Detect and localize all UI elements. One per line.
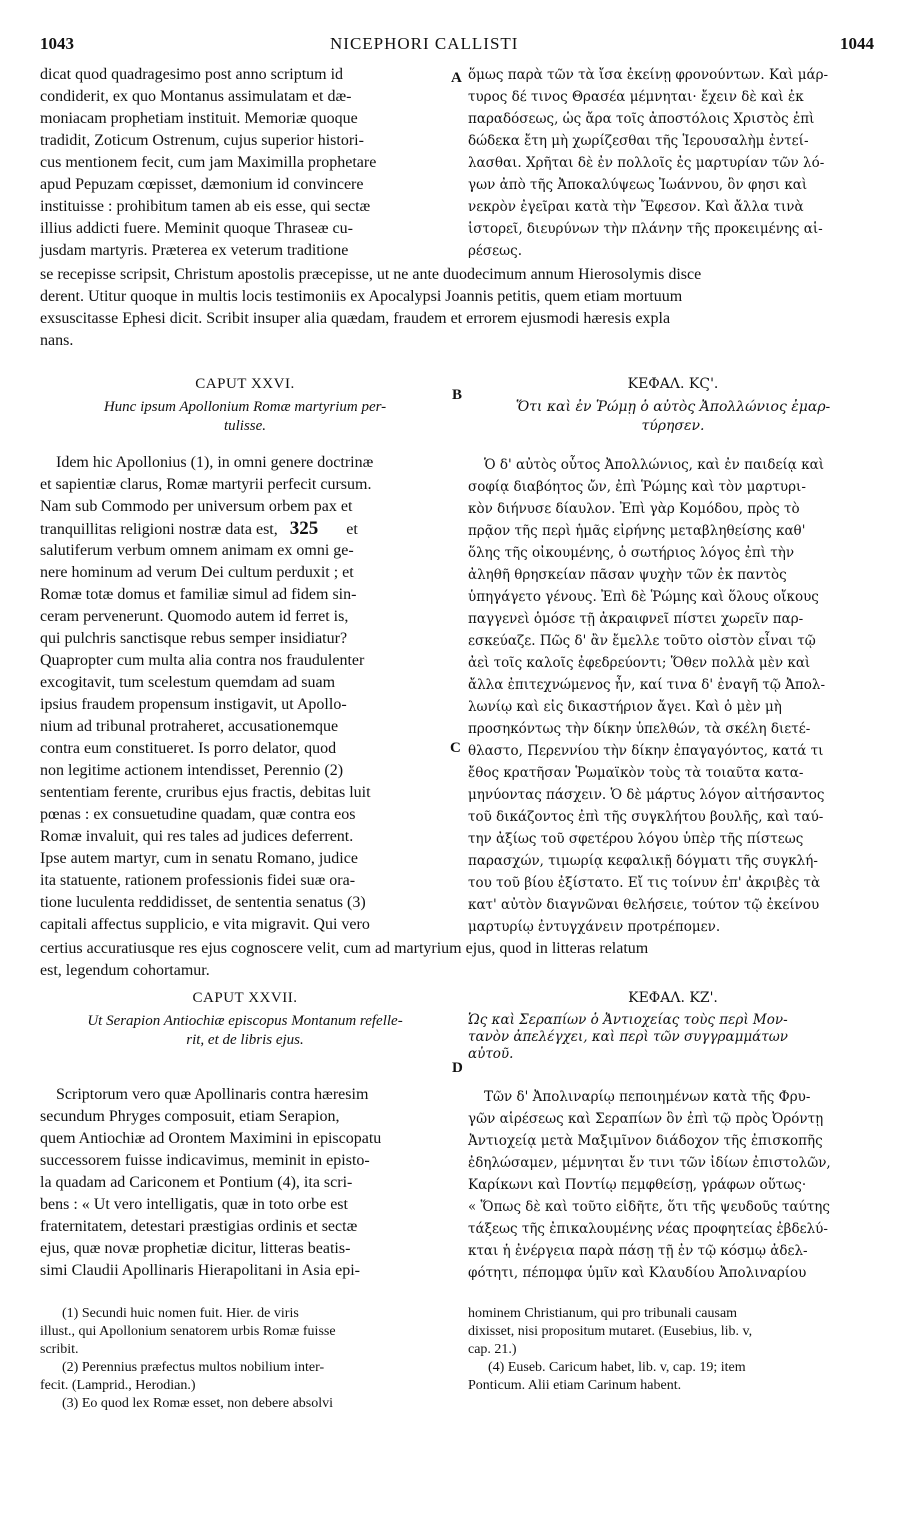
text-line: est, legendum cohortamur.	[40, 962, 210, 979]
text-line: Scriptorum vero quæ Apollinaris contra hæresim	[56, 1086, 369, 1103]
text-line: non legitime actionem intendisset, Perennio (2)	[40, 762, 344, 779]
text-line: Τῶν δ' Ἀπολιναρίῳ πεποιημένων κατὰ τῆς Φρυ-	[484, 1089, 811, 1105]
text-line: τοῦ δικάζοντος ἐπὶ τῆς συγκλήτου βουλῆς, καὶ ταύ-	[468, 809, 824, 825]
text-line: κὸν διήνυσε δίαυλον. Ἐπὶ γὰρ Κομόδου, πρὸς τὸ	[468, 501, 800, 517]
text-line: λασθαι. Χρῆται δὲ ἐν πολλοῖς ἐς μαρτυρίαν τῶν λό-	[468, 155, 825, 171]
text-line: Ipse autem martyr, cum in senatu Romano, judice	[40, 850, 358, 867]
text-line: μαρτυρίῳ ἐντυγχάνειν προτρέπομεν.	[468, 919, 721, 935]
text-fragment: et	[346, 521, 358, 538]
footnote-line: (2) Perennius præfectus multos nobilium inter-	[62, 1360, 325, 1375]
text-line: μηνύοντας πάσχειν. Ὁ δὲ μάρτυς λόγον αἰτήσαντος	[468, 787, 825, 803]
text-line: nium ad tribunal protraheret, accusationemque	[40, 718, 339, 735]
text-line: ita statuente, rationem professionis fidei suæ ora-	[40, 872, 356, 889]
text-line: ρέσεως.	[468, 243, 522, 259]
subtitle-line: τύρησεν.	[641, 418, 705, 434]
text-line: γων ἀπὸ τῆς Ἀποκαλύψεως Ἰωάννου, ὃν φησι καὶ	[468, 177, 808, 193]
latin-chapter-title: CAPUT XXVI.	[195, 376, 295, 392]
text-line: ἱστορεῖ, διευρύνων τὴν πλάνην τῆς προκειμένης αἱ-	[468, 221, 823, 237]
text-line: τυρος δέ τινος Θρασέα μέμνηται· ἔχειν δὲ καὶ ἐκ	[468, 89, 804, 105]
footnote-line: fecit. (Lamprid., Herodian.)	[40, 1378, 196, 1393]
text-line: ejus, quæ novæ prophetiæ dicitur, litteras beatis-	[40, 1240, 351, 1257]
text-line: κατ' αὐτὸν διαγνῶναι θελήσειε, τούτον τῷ ἐκείνου	[468, 897, 820, 913]
subtitle-line: Hunc ipsum Apollonium Romæ martyrium per-	[103, 399, 387, 415]
text-line: contra eum constitueret. Is porro delator, quod	[40, 740, 337, 757]
text-line: παρασχών, τιμωρίᾳ κεφαλικῇ δόγματι τῆς συγκλή-	[468, 853, 818, 869]
page-number-right: 1044	[840, 34, 874, 53]
text-line: Καρίκωνι καὶ Ποντίῳ πεμφθείσῃ, γράφων οὕτως·	[468, 1177, 807, 1193]
text-line: illius addicti fuere. Meminit quoque Thraseæ cu-	[40, 220, 353, 237]
margin-marker-c: C	[450, 740, 461, 756]
text-line: ἀεὶ τοῖς καλοῖς ἐφεδρεύοντι; Ὅθεν πολλὰ μὲν καὶ	[468, 655, 811, 671]
text-line: exsuscitasse Ephesi dicit. Scribit insuper alia quædam, fraudem et errorem ejusmodi hæresis expla	[40, 310, 671, 327]
text-line: ὑπηγάγετο γένους. Ἐπὶ δὲ Ῥώμης καὶ ὅλους οἴκους	[468, 589, 819, 605]
text-line: tradidit, Zoticum Ostrenum, cujus superior histori-	[40, 132, 364, 149]
footnote-line: illust., qui Apollonium senatorem urbis Romæ fuisse	[40, 1324, 336, 1339]
text-line: Idem hic Apollonius (1), in omni genere doctrinæ	[56, 454, 374, 471]
text-line: Quapropter cum multa alia contra nos fraudulenter	[40, 652, 365, 669]
page-reference-number: 325	[289, 518, 319, 539]
text-line: fraternitatem, detestari præstigias ordinis et sectæ	[40, 1218, 358, 1235]
latin-chapter-subtitle	[40, 1012, 450, 1050]
latin-chapter-title: CAPUT XXVII.	[192, 990, 298, 1006]
text-line: ἀληθῆ θρησκείαν πᾶσαν ψυχὴν τῶν ἐκ παντὸς	[468, 567, 787, 583]
text-line: bens : « Ut vero intelligatis, quæ in toto orbe est	[40, 1196, 348, 1213]
text-line: παγγενεὶ ὁμόσε τῇ ἀκραιφνεῖ πίστει χωρεῖν παρ-	[468, 611, 804, 627]
text-line: condiderit, ex quo Montanus assimulatam et dæ-	[40, 88, 352, 105]
text-line: cus mentionem fecit, cum jam Maximilla prophetare	[40, 154, 377, 171]
text-line: Ἀντιοχείᾳ μετὰ Μαξιμῖνον διάδοχον τῆς ἐπισκοπῆς	[468, 1133, 823, 1149]
text-line: nans.	[40, 332, 74, 349]
subtitle-line: Ὅτι καὶ ἐν Ῥώμῃ ὁ αὐτὸς Ἀπολλώνιος ἐμαρ-	[515, 399, 831, 415]
text-line: την ἀξίως τοῦ σφετέρου λόγου ὑπὲρ τῆς πίστεως	[468, 831, 804, 847]
margin-marker-b: B	[452, 387, 463, 403]
text-line: sententiam ferente, cruribus ejus fractis, debitas luit	[40, 784, 371, 801]
text-line: σοφίᾳ διαβόητος ὤν, ἐπὶ Ῥώμης καὶ τὸν μαρτυρι-	[468, 479, 806, 495]
text-line: θλαστο, Περεννίου τὴν δίκην ἐπαγαγόντος, κατά τι	[468, 743, 824, 759]
text-line: Romæ totæ domus et familiæ simul ad fidem sin-	[40, 586, 357, 603]
margin-marker-d: D	[452, 1060, 463, 1076]
margin-marker-a: A	[451, 70, 462, 86]
text-line: qui pulchris sanctisque rebus semper insidiatur?	[40, 630, 348, 647]
greek-chapter-subtitle	[468, 398, 878, 436]
footnote-line: (1) Secundi huic nomen fuit. Hier. de viris	[62, 1306, 299, 1321]
text-line: Ὁ δ' αὐτὸς οὗτος Ἀπολλώνιος, καὶ ἐν παιδείᾳ καὶ	[484, 457, 825, 473]
text-line: τάξεως τῆς ἐπικαλουμένης νέας προφητείας ἐβδελύ-	[468, 1221, 828, 1237]
subtitle-line: Ὡς καὶ Σεραπίων ὁ Ἀντιοχείας τοὺς περὶ Μον-	[468, 1012, 788, 1028]
greek-chapter-title: ΚΕΦΑΛ. ΚϚ'.	[627, 376, 719, 392]
text-line: παραδόσεως, ὡς ἄρα τοῖς ἀποστόλοις Χριστὸς ἐπὶ	[468, 111, 815, 127]
text-line: nere hominum ad verum Dei cultum perduxit ; et	[40, 564, 354, 581]
footnote-line: (3) Eo quod lex Romæ esset, non debere absolvi	[62, 1396, 334, 1411]
footnote-line: Ponticum. Alii etiam Carinum habent.	[468, 1378, 682, 1393]
text-line: quem Antiochiæ ad Orontem Maximini in episcopatu	[40, 1130, 382, 1147]
latin-chapter-subtitle	[40, 398, 450, 436]
text-line: νεκρὸν ἐγεῖραι κατὰ τὴν Ἔφεσον. Καὶ ἄλλα τινὰ	[468, 199, 804, 215]
text-line: secundum Phryges composuit, etiam Serapion,	[40, 1108, 340, 1125]
greek-chapter-subtitle	[468, 1012, 878, 1063]
text-line: simi Claudii Apollinaris Hierapolitani in Asia epi-	[40, 1262, 360, 1279]
text-line: γῶν αἱρέσεως καὶ Σεραπίων ὃν ἐπὶ τῷ πρὸς Ὀρόντῃ	[468, 1111, 824, 1127]
subtitle-line: tulisse.	[223, 418, 267, 434]
text-line: et sapientiæ clarus, Romæ martyrii perfecit cursum.	[40, 476, 372, 493]
text-line	[40, 520, 358, 539]
text-line: dicat quod quadragesimo post anno scriptum id	[40, 66, 344, 83]
text-line: tione luculenta reddidisset, de sententia senatus (3)	[40, 894, 366, 911]
subtitle-line: Ut Serapion Antiochiæ episcopus Montanum refelle-	[87, 1013, 403, 1029]
running-title: NICEPHORI CALLISTI	[330, 34, 519, 53]
text-line: jusdam martyris. Præterea ex veterum traditione	[40, 242, 349, 259]
text-line: certius accuratiusque res ejus cognoscere velit, cum ad martyrium ejus, quod in litteras relatum	[40, 940, 649, 957]
text-line: ὅλης τῆς οἰκουμένης, ὁ σωτήριος λόγος ἐπὶ τὴν	[468, 545, 795, 561]
text-line: ἔθος κρατῆσαν Ῥωμαϊκὸν τοὺς τὰ τοιαῦτα κατα-	[468, 765, 804, 781]
text-line: ipsius fraudem propensum instigavit, ut Apollo-	[40, 696, 347, 713]
text-line: salutiferum verbum omnem animam ex omni ge-	[40, 542, 354, 559]
subtitle-line: rit, et de libris ejus.	[186, 1032, 304, 1048]
page-number-left: 1043	[40, 34, 74, 53]
subtitle-line: τανὸν ἀπελέγχει, καὶ περὶ τῶν συγγραμμάτων	[468, 1029, 788, 1045]
text-fragment: tranquillitas religioni nostræ data est,	[40, 521, 278, 538]
subtitle-line: αὐτοῦ.	[468, 1046, 514, 1062]
footnote-line: hominem Christianum, qui pro tribunali causam	[468, 1306, 738, 1321]
text-line: apud Pepuzam cœpisset, dæmonium id convincere	[40, 176, 364, 193]
text-line: ἄλλα ἐπιτεχνώμενος ἦν, καί τινα δ' ἐναγῆ τῷ Ἀπολ-	[468, 677, 826, 693]
text-line: capitali affectus supplicio, e vita migravit. Qui vero	[40, 916, 370, 933]
footnote-line: cap. 21.)	[468, 1342, 517, 1357]
text-line: Nam sub Commodo per universum orbem pax et	[40, 498, 353, 515]
text-line: ὅμως παρὰ τῶν τὰ ἴσα ἐκείνῃ φρονούντων. Καὶ μάρ-	[468, 67, 829, 83]
footnote-line: (4) Euseb. Caricum habet, lib. v, cap. 19; item	[488, 1360, 746, 1375]
text-line: successorem fuisse indicavimus, meminit in episto-	[40, 1152, 370, 1169]
text-line: moniacam prophetiam instituit. Memoriæ quoque	[40, 110, 358, 127]
text-line: φότητι, πέπομφα ὑμῖν καὶ Κλαυδίου Ἀπολιναρίου	[468, 1265, 807, 1281]
text-line: προσηκόντως τὴν δίκην ὑπελθών, τὰ σκέλη διετέ-	[468, 721, 811, 737]
text-line: excogitavit, tum scelestum quemdam ad suam	[40, 674, 336, 691]
text-line: instituisse : prohibitum tamen ab eis esse, qui sectæ	[40, 198, 371, 215]
text-line: πρᾷον τῆς περὶ ἡμᾶς εἰρήνης μεταβληθείσης καθ'	[468, 523, 806, 539]
text-line: εσκεύαζε. Πῶς δ' ἂν ἔμελλε τοῦτο οἰστὸν εἶναι τῷ	[468, 633, 816, 649]
text-line: κται ἡ ἐνέργεια παρὰ πάσῃ τῇ ἐν τῷ κόσμῳ ἀδελ-	[468, 1243, 808, 1259]
text-line: Romæ invaluit, qui res tales ad judices deferrent.	[40, 828, 354, 845]
greek-chapter-title: ΚΕΦΑΛ. ΚΖ'.	[628, 990, 718, 1006]
text-line: ἐδηλώσαμεν, μέμνηται ἔν τινι τῶν ἰδίων ἐπιστολῶν,	[468, 1155, 831, 1171]
text-line: λωνίῳ καὶ εἰς δικαστήριον ἄγει. Καὶ ὁ μὲν μὴ	[468, 699, 782, 715]
text-line: se recepisse scripsit, Christum apostolis præcepisse, ut ne ante duodecimum annum Hierosolymis disce	[40, 266, 702, 283]
text-line: « Ὅπως δὲ καὶ τοῦτο εἰδῆτε, ὅτι τῆς ψευδοῦς ταύτης	[468, 1199, 830, 1215]
text-line: pœnas : ex consuetudine quadam, quæ contra eos	[40, 806, 356, 823]
text-line: ceram pervenerunt. Quomodo autem id ferret is,	[40, 608, 349, 625]
text-line: του τοῦ βίου ἐξίστατο. Εἴ τις τοίνυν ἐπ' ἀκριβὲς τὰ	[468, 875, 821, 891]
text-line: derent. Utitur quoque in multis locis testimoniis ex Apocalypsi Joannis petitis, quem etiam mortuum	[40, 288, 683, 305]
footnote-line: dixisset, nisi propositum mutaret. (Eusebius, lib. v,	[468, 1324, 753, 1339]
text-line: la quadam ad Cariconem et Pontium (4), ita scri-	[40, 1174, 353, 1191]
footnote-line: scribit.	[40, 1342, 79, 1357]
text-line: δώδεκα ἔτη μὴ χωρίζεσθαι τῆς Ἱερουσαλὴμ ἐντεί-	[468, 133, 809, 149]
